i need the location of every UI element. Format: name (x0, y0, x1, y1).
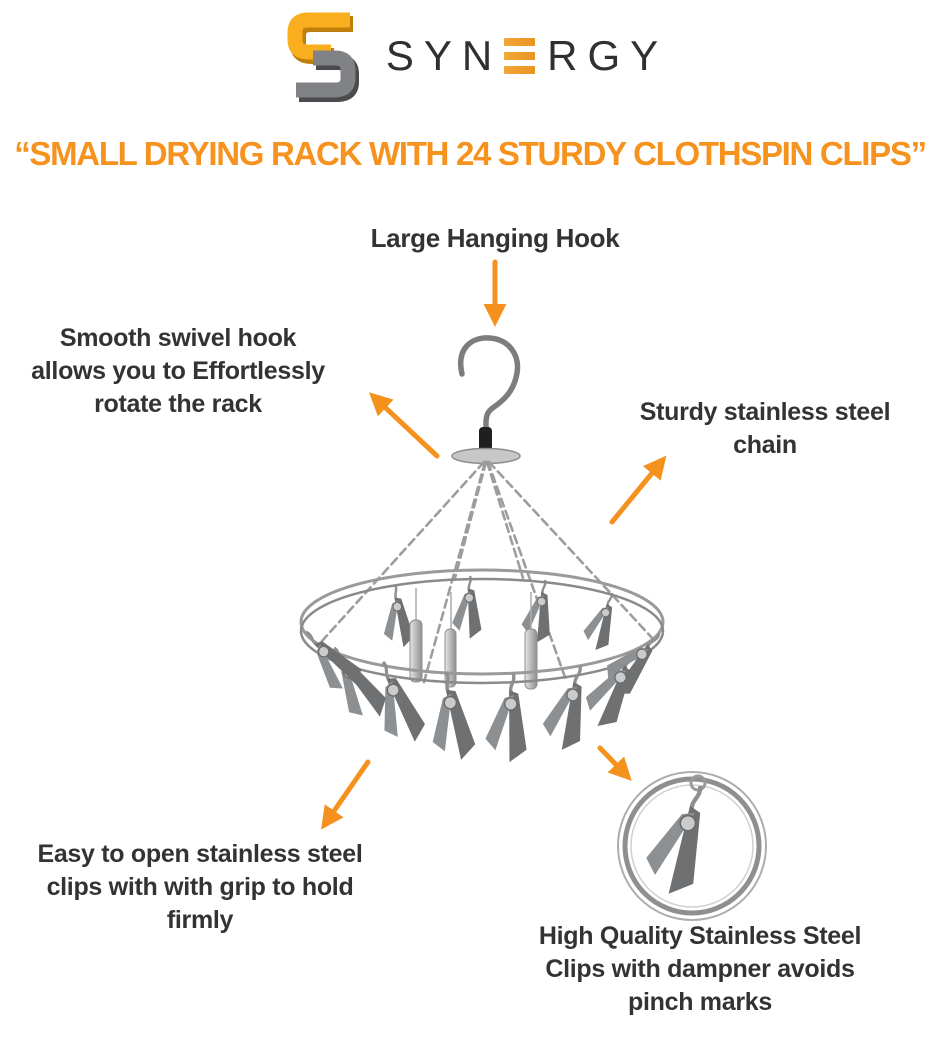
headline: “SMALL DRYING RACK WITH 24 STURDY CLOTHSPIN CLIPS” (14, 135, 926, 172)
label-line: Sturdy stainless steel (639, 398, 891, 426)
label-line: Smooth swivel hook (59, 324, 297, 352)
hanging-hook (461, 338, 518, 429)
label-line: chain (733, 431, 797, 459)
label-easy-open-clips (15, 838, 385, 937)
arrow-to-clip-detail (600, 748, 627, 776)
arrow-to-easy-clips-label (325, 762, 368, 824)
label-line: pinch marks (628, 988, 772, 1016)
arrow-to-swivel-label (374, 397, 437, 456)
label-sturdy-chain (612, 396, 918, 462)
label-smooth-swivel-hook (0, 322, 356, 421)
label-line: Clips with dampner avoids (545, 955, 855, 983)
label-line: allows you to Effortlessly (31, 357, 325, 385)
brand-name-left: SYN (385, 32, 503, 79)
clip-detail-circle (618, 772, 766, 920)
clothespin-clips-front (291, 621, 671, 763)
label-high-quality-clips (500, 920, 900, 1019)
brand-name-right: RGY (547, 32, 669, 79)
label-line: rotate the rack (94, 390, 262, 418)
arrow-to-chain-label (612, 461, 662, 522)
chains (322, 462, 654, 682)
label-line: High Quality Stainless Steel (538, 922, 862, 950)
label-line: firmly (166, 906, 234, 934)
label-large-hanging-hook: Large Hanging Hook (370, 223, 620, 253)
label-line: Easy to open stainless steel (37, 840, 363, 868)
label-line: clips with with grip to hold (46, 873, 354, 901)
